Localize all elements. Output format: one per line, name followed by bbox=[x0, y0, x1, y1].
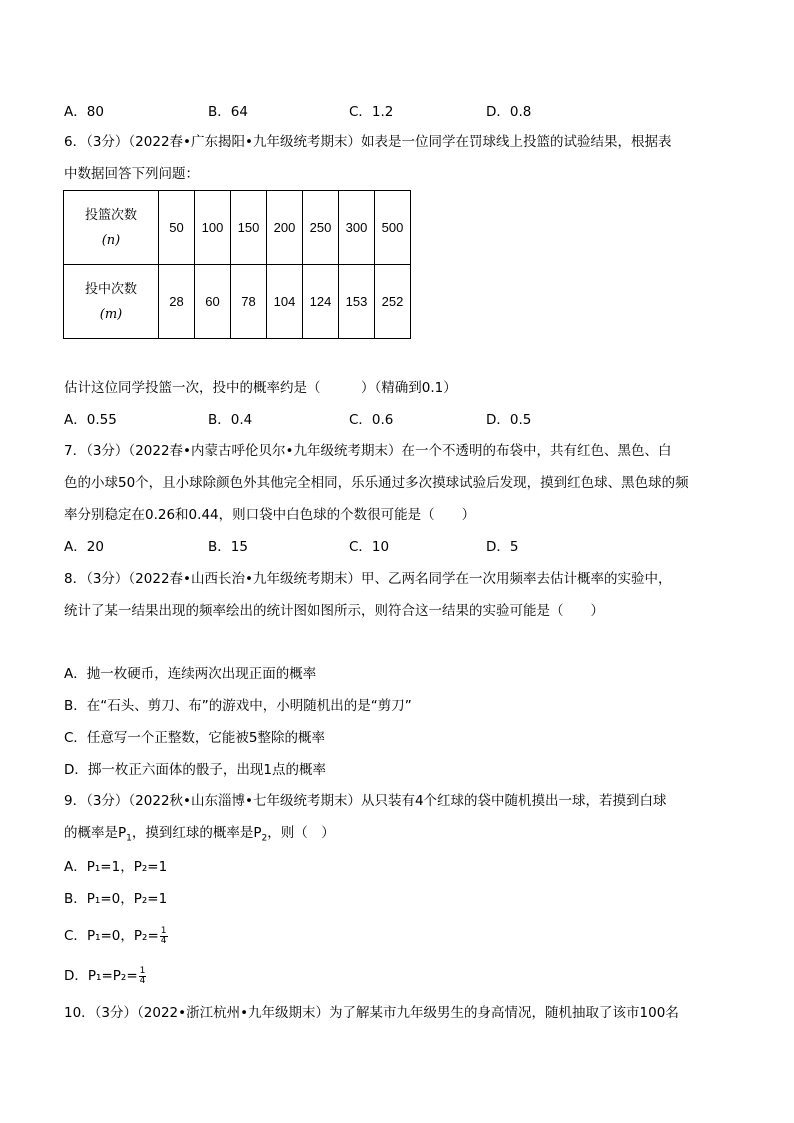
q9-line-2-pre: 的概率是P bbox=[64, 825, 127, 841]
row1-label: 投篮次数 bbox=[84, 206, 137, 222]
table-cell: 78 bbox=[231, 265, 267, 339]
q6-data-table bbox=[63, 190, 411, 339]
table-cell: 28 bbox=[159, 265, 195, 339]
option-label: C． bbox=[64, 928, 87, 944]
q9-line-1: 9．（3分）（2022秋•山东淄博•七年级统考期末）从只装有4个红球的袋中随机摸出一球，若摸到白球 bbox=[64, 793, 667, 809]
fraction-numerator: 1 bbox=[139, 965, 146, 976]
q6-option-b[interactable]: B．0.4 bbox=[208, 412, 253, 428]
q5-options bbox=[64, 102, 744, 122]
q7-option-c[interactable]: C．10 bbox=[349, 539, 390, 555]
table-cell: 200 bbox=[267, 191, 303, 265]
option-label: A． bbox=[64, 859, 87, 875]
option-text: P₁=0，P₂=1 bbox=[86, 891, 168, 907]
q8-option-a[interactable]: A．抛一枚硬币，连续两次出现正面的概率 bbox=[64, 666, 317, 682]
table-cell: 104 bbox=[267, 265, 303, 339]
q5-option-d[interactable]: D．0.8 bbox=[486, 104, 532, 120]
q7-line-2: 色的小球50个，且小球除颜色外其他完全相同，乐乐通过多次摸球试验后发现，摸到红色球、黑色球的频 bbox=[64, 475, 689, 491]
q6-options bbox=[64, 410, 744, 430]
q8-option-d[interactable]: D．掷一枚正六面体的骰子，出现1点的概率 bbox=[64, 762, 326, 778]
q5-option-b[interactable]: B．64 bbox=[208, 104, 248, 120]
q6-option-a[interactable]: A．0.55 bbox=[64, 412, 117, 428]
fraction-denominator: 4 bbox=[160, 935, 167, 946]
q7-option-a[interactable]: A．20 bbox=[64, 539, 104, 555]
row2-label: 投中次数 bbox=[84, 280, 137, 296]
q6-option-d[interactable]: D．0.5 bbox=[486, 412, 532, 428]
q10-line-1: 10．（3分）（2022•浙江杭州•九年级期末）为了解某市九年级男生的身高情况，随机抽取了该市100名 bbox=[64, 1005, 679, 1021]
q7-option-d[interactable]: D．5 bbox=[486, 539, 519, 555]
q7-options bbox=[64, 537, 744, 557]
table-cell: 300 bbox=[339, 191, 375, 265]
table-row-label bbox=[64, 191, 159, 265]
table-cell: 252 bbox=[375, 265, 411, 339]
option-label: D． bbox=[64, 968, 88, 984]
fraction bbox=[139, 967, 147, 986]
q7-line-1: 7．（3分）（2022春•内蒙古呼伦贝尔•九年级统考期末）在一个不透明的布袋中，共有红色、黑色、白 bbox=[64, 443, 672, 459]
table-cell: 250 bbox=[303, 191, 339, 265]
q9-option-d[interactable] bbox=[64, 966, 146, 986]
q7-line-3: 率分别稳定在0.26和0.44，则口袋中白色球的个数很可能是（ ） bbox=[64, 507, 476, 523]
q5-option-c[interactable]: C．1.2 bbox=[349, 104, 394, 120]
subscript: 1 bbox=[126, 833, 132, 844]
table-cell: 500 bbox=[375, 191, 411, 265]
subscript: 2 bbox=[261, 833, 268, 844]
q6-header: 6．（3分）（2022春•广东揭阳•九年级统考期末）如表是一位同学在罚球线上投篮的试验结果，根据表 bbox=[64, 134, 672, 150]
table-row bbox=[64, 191, 411, 265]
table-cell: 50 bbox=[159, 191, 195, 265]
q5-option-a[interactable]: A．80 bbox=[64, 104, 104, 120]
table-row bbox=[64, 265, 411, 339]
fraction-denominator: 4 bbox=[139, 975, 146, 986]
q9-option-a[interactable] bbox=[64, 857, 167, 877]
fraction bbox=[160, 927, 168, 946]
q6-question: 估计这位同学投篮一次，投中的概率约是（ ）（精确到0.1） bbox=[64, 380, 457, 396]
option-text: P₁=0，P₂= bbox=[86, 928, 159, 944]
q9-line-2-mid: ，摸到红球的概率是P bbox=[131, 825, 262, 841]
row2-var: (m) bbox=[99, 306, 123, 322]
table-row-label bbox=[64, 265, 159, 339]
q9-line-2 bbox=[64, 823, 335, 849]
q9-line-2-post: ，则（ ） bbox=[267, 825, 335, 841]
table-cell: 60 bbox=[195, 265, 231, 339]
table-cell: 100 bbox=[195, 191, 231, 265]
table-cell: 124 bbox=[303, 265, 339, 339]
option-label: B． bbox=[64, 891, 87, 907]
q8-option-b[interactable]: B．在“石头、剪刀、布”的游戏中，小明随机出的是“剪刀” bbox=[64, 698, 412, 714]
table-cell: 150 bbox=[231, 191, 267, 265]
q9-option-c[interactable] bbox=[64, 926, 168, 946]
row1-var: (n) bbox=[101, 232, 121, 248]
q9-option-b[interactable] bbox=[64, 889, 167, 909]
option-text: P₁=P₂= bbox=[87, 968, 138, 984]
fraction-numerator: 1 bbox=[160, 925, 167, 936]
q8-line-1: 8．（3分）（2022春•山西长治•九年级统考期末）甲、乙两名同学在一次用频率去估计概率的实验中， bbox=[64, 571, 672, 587]
q8-option-c[interactable]: C．任意写一个正整数，它能被5整除的概率 bbox=[64, 730, 326, 746]
q8-line-2: 统计了某一结果出现的频率绘出的统计图如图所示，则符合这一结果的实验可能是（ ） bbox=[64, 603, 604, 619]
q6-option-c[interactable]: C．0.6 bbox=[349, 412, 394, 428]
table-cell: 153 bbox=[339, 265, 375, 339]
q7-option-b[interactable]: B．15 bbox=[208, 539, 248, 555]
option-text: P₁=1，P₂=1 bbox=[86, 859, 168, 875]
q6-header-cont: 中数据回答下列问题： bbox=[64, 166, 199, 182]
